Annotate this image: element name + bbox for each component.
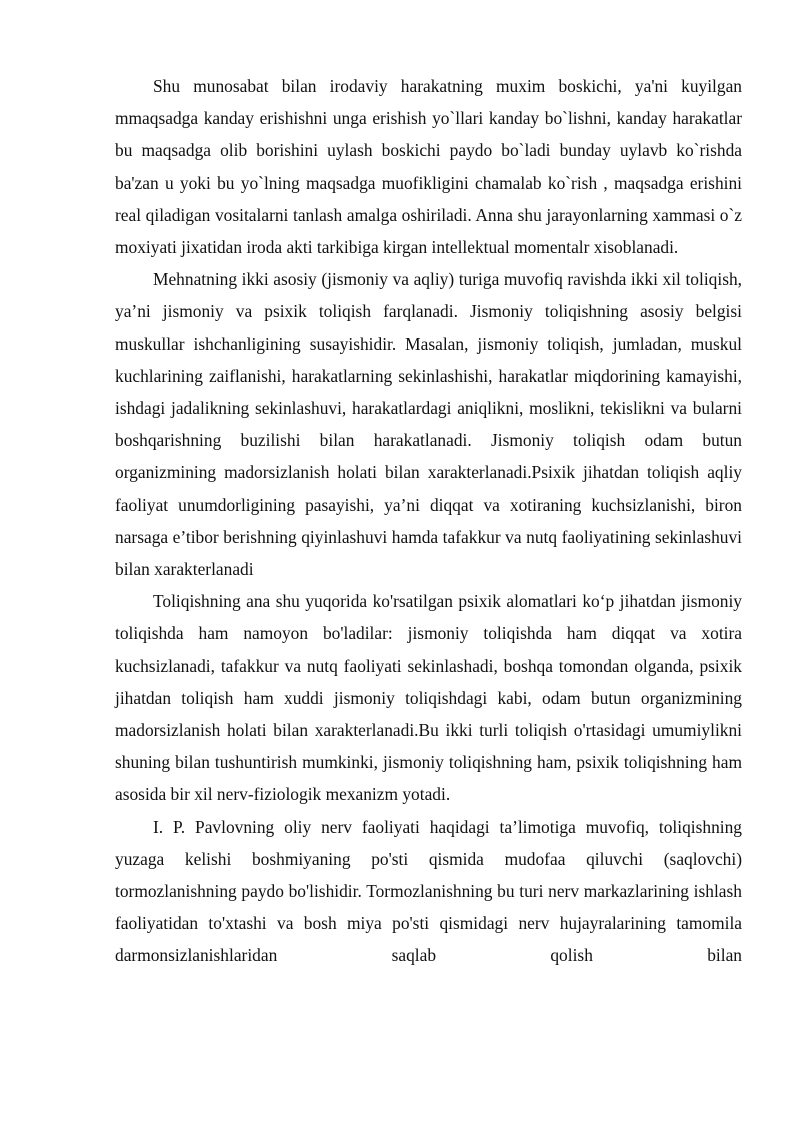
paragraph-physical-mental-fatigue: Mehnatning ikki asosiy (jismoniy va aqliy) turiga muvofiq ravishda ikki xil toliqish, ya’ni jismoniy va psixik toliqish farqlanadi. Jismoniy toliqishning asosiy belgisi muskullar ishchanligining susayishidir. Masalan, jismoniy toliqish, jumladan, muskul kuchlarining zaiflanishi, harakatlarning sekinlashishi, harakatlar miqdorining kamayishi, ishdagi jadalikning sekinlashuvi, harakatlardagi aniqlikni, moslikni, tekislikni va bularni boshqarishning buzilishi bilan harakatlanadi. Jismoniy toliqish odam butun organizmining madorsizlanish holati bilan xarakterlanadi.Psixik jihatdan toliqish aqliy faoliyat unumdorligining pasayishi, ya’ni diqqat va xotiraning kuchsizlanishi, biron narsaga e’tibor berishning qiyinlashuvi hamda tafakkur va nutq faoliyatining sekinlashuvi bilan xarakterlanadi [115, 269, 742, 580]
paragraph-pavlov-theory: I. P. Pavlovning oliy nerv faoliyati haqidagi ta’limotiga muvofiq, toliqishning yuzaga kelishi boshmiyaning po'sti qismida mudofaa qiluvchi (saqlovchi) tormozlanishning paydo bo'lishidir. Tormozlanishning bu turi nerv markazlarining ishlash faoliyatidan to'xtashi va bosh miya po'sti qismidagi nerv hujayralarining tamomila darmonsizlanishlaridan saqlab qolish bilan [115, 816, 742, 966]
paragraph-volitional-action: Shu munosabat bilan irodaviy harakatning muxim boskichi, ya'ni kuyilgan mmaqsadga kanday erishishni unga erishish yo`llari kanday bo`lishni, kanday harakatlar bu maqsadga olib borishini uylash boskichi paydo bo`ladi bunday uylavb ko`rishda ba'zan u yoki bu yo`lning maqsadga muofikligini chamalab ko`rish , maqsadga erishini real qiladigan vositalarni tanlash amalga oshiriladi. Anna shu jarayonlarning xammasi o`z moxiyati jixatidan iroda akti tarkibiga kirgan intellektual momentalr xisoblanadi. [115, 76, 742, 258]
paragraph-shared-mechanism: Toliqishning ana shu yuqorida ko'rsatilgan psixik alomatlari ko‘p jihatdan jismoniy toliqishda ham namoyon bo'ladilar: jismoniy toliqishda ham diqqat va xotira kuchsizlanadi, tafakkur va nutq faoliyati sekinlashadi, boshqa tomondan olganda, psixik jihatdan toliqish ham xuddi jismoniy toliqishdagi kabi, odam butun organizmining madorsizlanish holati bilan xarakterlanadi.Bu ikki turli toliqish o'rtasidagi umumiylikni shuning bilan tushuntirish mumkinki, jismoniy toliqishning ham, psixik toliqishning ham asosida bir xil nerv-fiziologik mexanizm yotadi. [115, 591, 742, 805]
document-page [115, 70, 742, 972]
